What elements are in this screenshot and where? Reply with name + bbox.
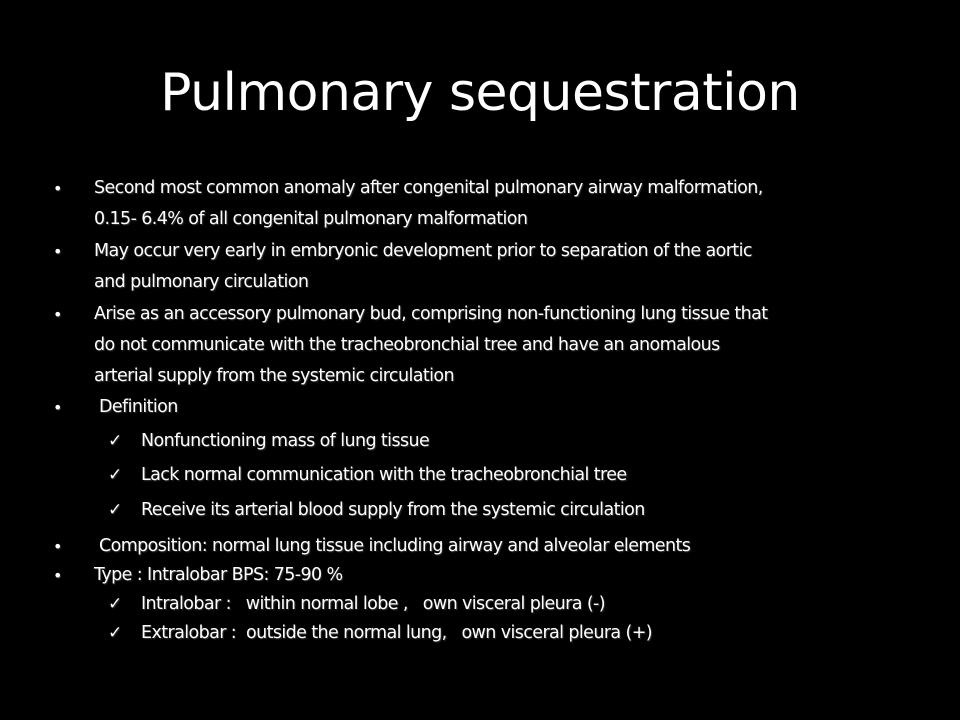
type-item-intralobar	[108, 589, 928, 620]
type-item-description: outside the normal lung, own visceral pleura (+)	[246, 623, 653, 643]
checkmark-icon: ✓	[108, 431, 122, 451]
bullet-line: 0.15- 6.4% of all congenital pulmonary malformation	[94, 209, 528, 229]
definition-item-text: Receive its arterial blood supply from the systemic circulation	[141, 500, 645, 520]
bullet-line: do not communicate with the tracheobronchial tree and have an anomalous	[94, 335, 720, 355]
bullet-item	[53, 173, 913, 235]
bullet-item-type	[53, 560, 913, 591]
type-item-description: within normal lobe , own visceral pleura (-)	[245, 594, 605, 614]
bullet-item-composition	[53, 531, 913, 562]
type-item-extralobar	[108, 618, 928, 649]
checkmark-icon: ✓	[108, 465, 122, 485]
bullet-item-definition	[53, 392, 913, 423]
bullet-line: Second most common anomaly after congenital pulmonary airway malformation,	[94, 178, 763, 198]
type-item-label: Intralobar :	[141, 594, 231, 614]
checkmark-icon: ✓	[108, 623, 122, 643]
bullet-item	[53, 236, 913, 298]
type-item-label: Extralobar :	[141, 623, 237, 643]
bullet-line: and pulmonary circulation	[94, 272, 309, 292]
bullet-dot-icon: •	[53, 179, 62, 198]
definition-item-text: Lack normal communication with the tracheobronchial tree	[141, 465, 627, 485]
definition-item-text: Nonfunctioning mass of lung tissue	[141, 431, 430, 451]
bullet-dot-icon: •	[53, 305, 62, 324]
bullet-dot-icon: •	[53, 566, 62, 585]
bullet-dot-icon: •	[53, 398, 62, 417]
bullet-item	[53, 299, 913, 392]
definition-item	[108, 426, 928, 457]
bullet-dot-icon: •	[53, 242, 62, 261]
checkmark-icon: ✓	[108, 594, 122, 614]
type-text: Type : Intralobar BPS: 75-90 %	[94, 565, 343, 585]
checkmark-icon: ✓	[108, 500, 122, 520]
bullet-dot-icon: •	[53, 537, 62, 556]
slide-title: Pulmonary sequestration	[160, 63, 800, 123]
bullet-line: Arise as an accessory pulmonary bud, comprising non-functioning lung tissue that	[94, 304, 768, 324]
bullet-line: arterial supply from the systemic circulation	[94, 366, 454, 386]
definition-item	[108, 495, 928, 526]
definition-heading: Definition	[99, 397, 178, 417]
composition-text: Composition: normal lung tissue including airway and alveolar elements	[99, 536, 691, 556]
bullet-line: May occur very early in embryonic development prior to separation of the aortic	[94, 241, 752, 261]
definition-item	[108, 460, 928, 491]
